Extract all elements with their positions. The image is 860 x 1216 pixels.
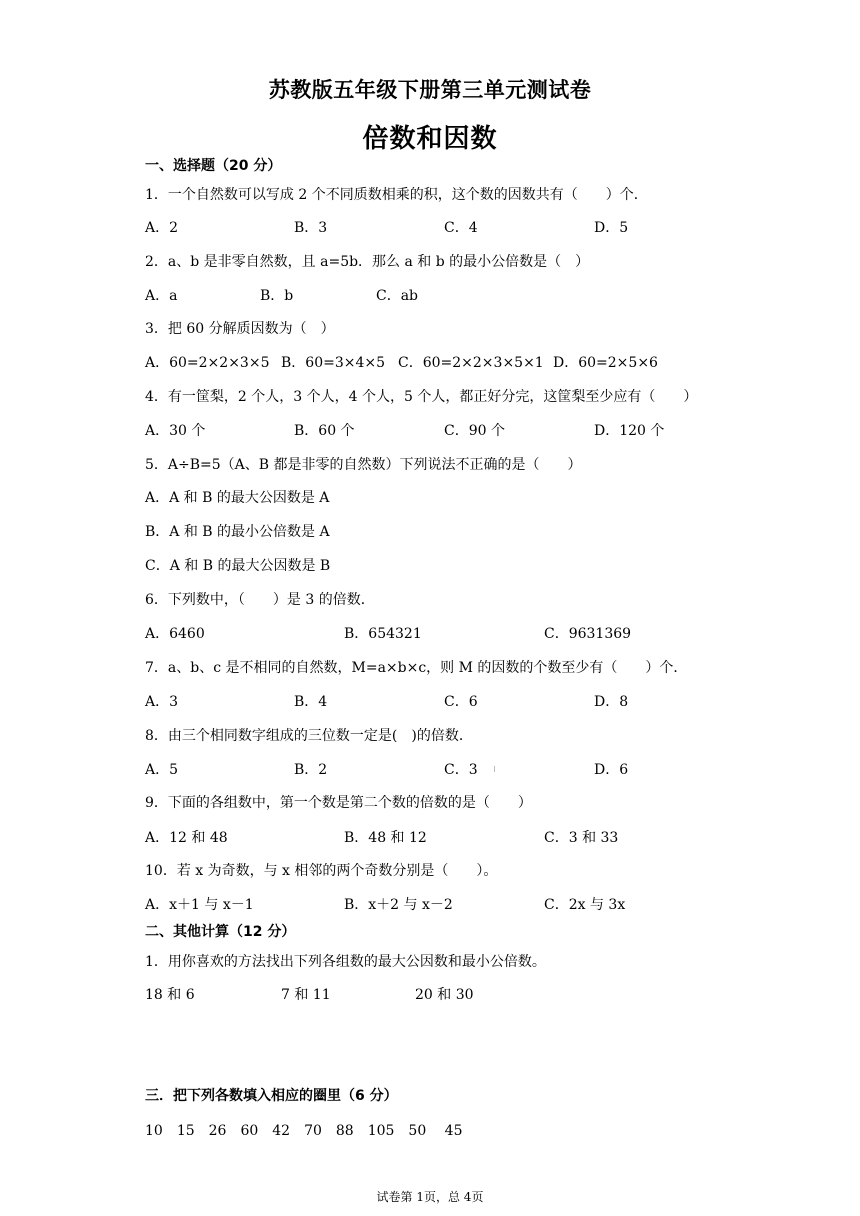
options-row — [0, 421, 860, 441]
calc-question: 1．用你喜欢的方法找出下列各组数的最大公因数和最小公倍数。 — [145, 954, 546, 970]
option-c: C．9631369 — [544, 626, 632, 642]
question-3: 3．把 60 分解质因数为（ ） — [145, 321, 335, 337]
question-8: 8．由三个相同数字组成的三位数一定是( )的倍数． — [145, 728, 473, 744]
option-b: B．A 和 B 的最小公倍数是 A — [145, 524, 330, 540]
option-b: B．60 个 — [294, 423, 355, 439]
option-a: A．2 — [145, 220, 179, 236]
question-9: 9．下面的各组数中，第一个数是第二个数的倍数的是（ ） — [145, 795, 532, 811]
option-b: B．3 — [294, 220, 328, 236]
option-c: C．2x 与 3x — [544, 897, 626, 913]
option-a: A．6460 — [145, 626, 205, 642]
exam-subtitle: 倍数和因数 — [362, 124, 498, 154]
number-groups-row — [0, 985, 860, 1005]
option-a: A．3 — [145, 694, 179, 710]
option-b: B．654321 — [344, 626, 422, 642]
options-row — [0, 828, 860, 848]
option-b: B．60=3×4×5 — [281, 355, 386, 371]
option-d: D．60=2×5×6 — [553, 355, 658, 371]
option-b: B．48 和 12 — [344, 830, 427, 846]
option-d: D．8 — [594, 694, 629, 710]
option-b: B．4 — [294, 694, 328, 710]
section-heading: 三．把下列各数填入相应的圈里（6 分） — [145, 1088, 398, 1104]
question-6: 6．下列数中，（ ）是 3 的倍数． — [145, 592, 375, 608]
question-1: 1．一个自然数可以写成 2 个不同质数相乘的积，这个数的因数共有（ ）个． — [145, 187, 648, 203]
option-d: D．120 个 — [594, 423, 665, 439]
question-2: 2．a、b 是非零自然数，且 a=5b．那么 a 和 b 的最小公倍数是（ ） — [145, 254, 590, 270]
question-5: 5．A÷B=5（A、B 都是非零的自然数）下列说法不正确的是（ ） — [145, 457, 582, 473]
question-10: 10．若 x 为奇数，与 x 相邻的两个奇数分别是（ ）。 — [145, 863, 498, 879]
option-c: C．90 个 — [444, 423, 505, 439]
option-b: B．2 — [294, 762, 328, 778]
option-b: B．x＋2 与 x－2 — [344, 897, 453, 913]
option-a: A．60=2×2×3×5 — [145, 355, 270, 371]
exam-title: 苏教版五年级下册第三单元测试卷 — [268, 78, 592, 102]
number-group: 7 和 11 — [281, 987, 331, 1003]
options-row — [0, 286, 860, 306]
options-row — [0, 624, 860, 644]
number-group: 18 和 6 — [145, 987, 195, 1003]
option-d: D．6 — [594, 762, 629, 778]
option-c: C．3 — [444, 762, 478, 778]
number-group: 20 和 30 — [415, 987, 474, 1003]
number-list: 10 15 26 60 42 70 88 105 50 45 — [145, 1123, 463, 1139]
options-row — [0, 218, 860, 238]
question-7: 7．a、b、c 是不相同的自然数，M=a×b×c，则 M 的因数的个数至少有（ ）个． — [145, 660, 688, 676]
option-c: C．A 和 B 的最大公因数是 B — [145, 558, 331, 574]
option-a: A．12 和 48 — [145, 830, 228, 846]
option-c: C．ab — [376, 288, 419, 304]
section-heading: 一、选择题（20 分） — [145, 158, 282, 174]
option-a: A．30 个 — [145, 423, 206, 439]
options-row — [0, 760, 860, 780]
page-footer: 试卷第 1页，总 4页 — [376, 1190, 484, 1204]
options-row — [0, 895, 860, 915]
option-c: C．60=2×2×3×5×1 — [398, 355, 544, 371]
option-c: C．4 — [444, 220, 478, 236]
option-c: C．3 和 33 — [544, 830, 619, 846]
options-row — [0, 353, 860, 373]
section-heading: 二、其他计算（12 分） — [145, 924, 296, 940]
question-4: 4．有一筐梨，2 个人，3 个人，4 个人，5 个人，都正好分完，这筐梨至少应有（ ） — [145, 389, 698, 405]
option-a: A．A 和 B 的最大公因数是 A — [145, 490, 330, 506]
option-a: A．x＋1 与 x－1 — [145, 897, 254, 913]
option-d: D．5 — [594, 220, 629, 236]
option-a: A．5 — [145, 762, 179, 778]
options-row — [0, 692, 860, 712]
option-c: C．6 — [444, 694, 478, 710]
option-a: A．a — [145, 288, 178, 304]
option-b: B．b — [260, 288, 294, 304]
scan-speck — [494, 766, 495, 772]
